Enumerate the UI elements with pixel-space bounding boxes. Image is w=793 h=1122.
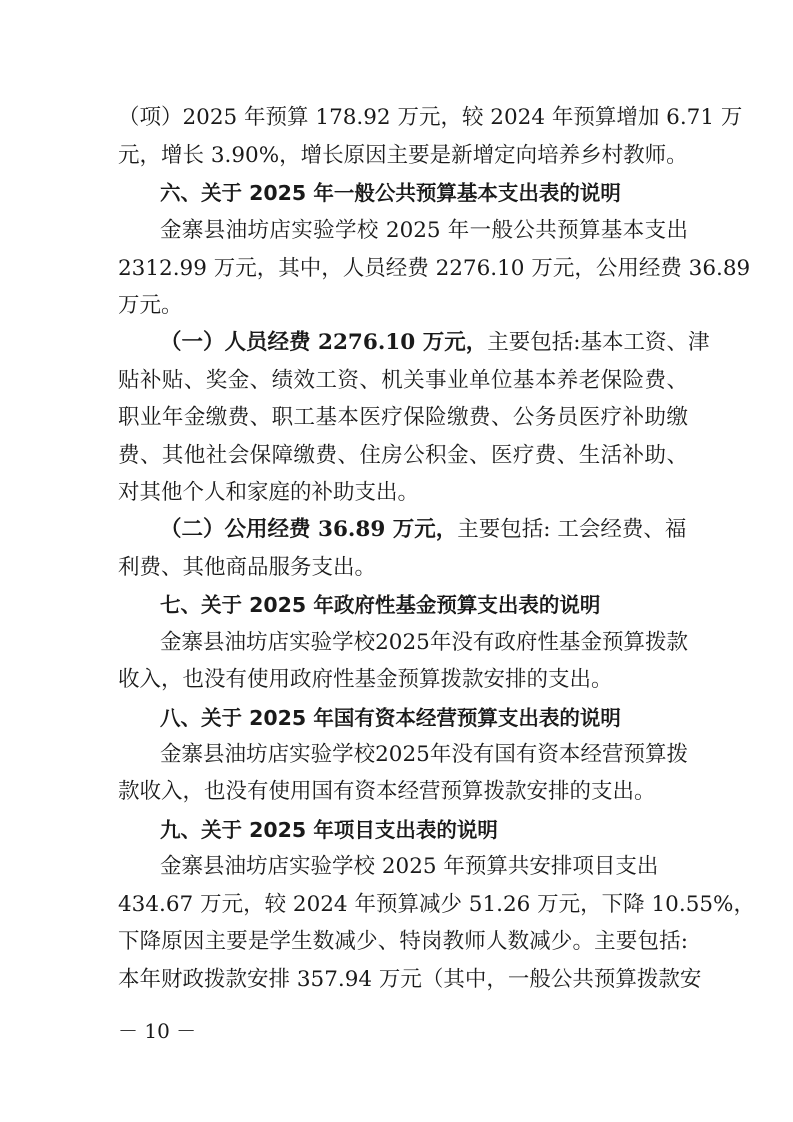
paragraph-line-personnel <box>160 327 710 359</box>
personnel-expense-text: 主要包括:基本工资、津 <box>487 330 710 355</box>
paragraph-line: 对其他个人和家庭的补助支出。 <box>118 480 420 505</box>
paragraph-line: 金寨县油坊店实验学校2025年没有国有资本经营预算拨 <box>160 742 688 767</box>
page-number: － 10 － <box>118 1019 197 1043</box>
public-expense-label: （二）公用经费 36.89 万元， <box>160 517 458 542</box>
paragraph-line: 金寨县油坊店实验学校2025年没有政府性基金预算拨款 <box>160 630 688 655</box>
paragraph-line: 434.67 万元，较 2024 年预算减少 51.26 万元，下降 10.55%， <box>118 892 755 917</box>
paragraph-line: 本年财政拨款安排 357.94 万元（其中，一般公共预算拨款安 <box>118 967 702 992</box>
public-expense-text: 主要包括: 工会经费、福 <box>457 517 687 542</box>
section-heading-6: 六、关于 2025 年一般公共预算基本支出表的说明 <box>160 181 621 205</box>
paragraph-line: 收入，也没有使用政府性基金预算拨款安排的支出。 <box>118 667 613 692</box>
paragraph-line: 贴补贴、奖金、绩效工资、机关事业单位基本养老保险费、 <box>118 368 688 393</box>
personnel-expense-label: （一）人员经费 2276.10 万元， <box>160 330 488 355</box>
paragraph-line: 费、其他社会保障缴费、住房公积金、医疗费、生活补助、 <box>118 443 688 468</box>
paragraph-line: 职业年金缴费、职工基本医疗保险缴费、公务员医疗补助缴 <box>118 405 688 430</box>
paragraph-line: 款收入，也没有使用国有资本经营预算拨款安排的支出。 <box>118 779 656 804</box>
section-heading-7: 七、关于 2025 年政府性基金预算支出表的说明 <box>160 593 601 617</box>
section-heading-9: 九、关于 2025 年项目支出表的说明 <box>160 818 498 842</box>
paragraph-line: 万元。 <box>118 293 183 318</box>
paragraph-line: 2312.99 万元，其中，人员经费 2276.10 万元，公用经费 36.89 <box>118 256 751 281</box>
paragraph-line: 金寨县油坊店实验学校 2025 年预算共安排项目支出 <box>160 854 659 879</box>
paragraph-line: 下降原因主要是学生数减少、特岗教师人数减少。主要包括: <box>118 929 688 954</box>
paragraph-line: 金寨县油坊店实验学校 2025 年一般公共预算基本支出 <box>160 218 688 243</box>
paragraph-line: 利费、其他商品服务支出。 <box>118 555 377 580</box>
paragraph-line: 元，增长 3.90%，增长原因主要是新增定向培养乡村教师。 <box>118 143 688 168</box>
paragraph-line: （项）2025 年预算 178.92 万元，较 2024 年预算增加 6.71 万 <box>118 105 743 130</box>
paragraph-line-public <box>160 514 688 546</box>
section-heading-8: 八、关于 2025 年国有资本经营预算支出表的说明 <box>160 706 621 730</box>
